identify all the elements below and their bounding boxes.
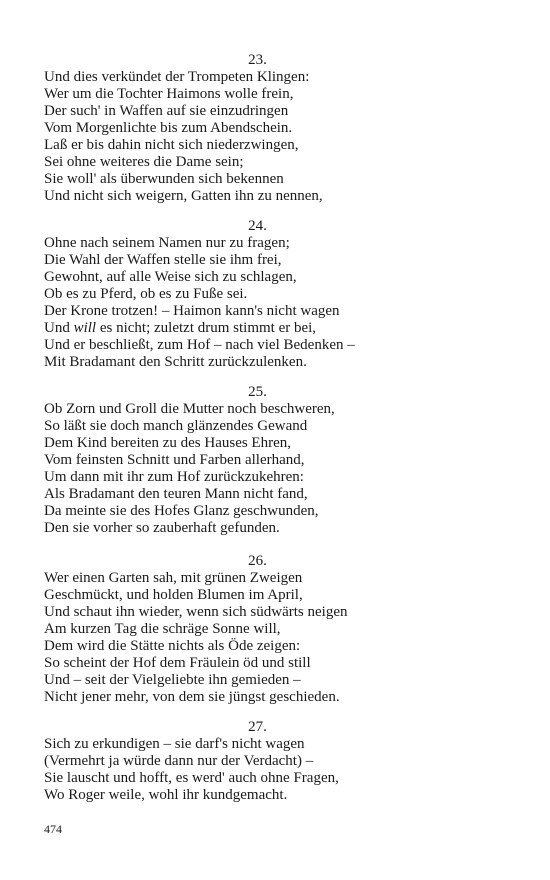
verse-line: Wer um die Tochter Haimons wolle frein, xyxy=(44,86,294,102)
verse-line: Der such' in Waffen auf sie einzudringen xyxy=(44,103,289,119)
verse-text: es nicht; zuletzt drum stimmt er bei, xyxy=(96,320,317,336)
verse-line: Mit Bradamant den Schritt zurückzulenken. xyxy=(44,354,307,370)
verse-line: Wer einen Garten sah, mit grünen Zweigen xyxy=(44,570,303,586)
verse-line: Am kurzen Tag die schräge Sonne will, xyxy=(44,621,281,637)
verse-line: Als Bradamant den teuren Mann nicht fand, xyxy=(44,486,308,502)
verse-line: Und dies verkündet der Trompeten Klingen: xyxy=(44,69,310,85)
stanza-24 xyxy=(44,218,514,371)
page-number: 474 xyxy=(44,822,62,836)
stanza-number: 26. xyxy=(248,553,267,569)
stanza-number: 25. xyxy=(248,384,267,400)
verse-line: So scheint der Hof dem Fräulein öd und still xyxy=(44,655,311,671)
verse-line: Vom Morgenlichte bis zum Abendschein. xyxy=(44,120,293,136)
verse-line: Sei ohne weiteres die Dame sein; xyxy=(44,154,244,170)
verse-line: Da meinte sie des Hofes Glanz geschwunden, xyxy=(44,503,319,519)
emphasized-word: will xyxy=(73,320,97,336)
verse-line: Sie woll' als überwunden sich bekennen xyxy=(44,171,284,187)
verse-line: Vom feinsten Schnitt und Farben allerhand, xyxy=(44,452,305,468)
stanza-25 xyxy=(44,384,514,537)
verse-line: Und er beschließt, zum Hof – nach viel Bedenken – xyxy=(44,337,355,353)
verse-line: Um dann mit ihr zum Hof zurückzukehren: xyxy=(44,469,304,485)
verse-line: Gewohnt, auf alle Weise sich zu schlagen, xyxy=(44,269,297,285)
verse-line: Und nicht sich weigern, Gatten ihn zu nennen, xyxy=(44,188,323,204)
verse-line: Der Krone trotzen! – Haimon kann's nicht wagen xyxy=(44,303,340,319)
verse-text: Und xyxy=(44,320,74,336)
stanza-23 xyxy=(44,52,514,205)
verse-line-emphasis xyxy=(44,320,514,337)
verse-line: Ohne nach seinem Namen nur zu fragen; xyxy=(44,235,290,251)
verse-line: Die Wahl der Waffen stelle sie ihm frei, xyxy=(44,252,282,268)
verse-line: Ob es zu Pferd, ob es zu Fuße sei. xyxy=(44,286,248,302)
verse-line: Und schaut ihn wieder, wenn sich südwärts neigen xyxy=(44,604,348,620)
verse-line: Wo Roger weile, wohl ihr kundgemacht. xyxy=(44,787,288,803)
stanza-27 xyxy=(44,719,514,804)
verse-line: Nicht jener mehr, von dem sie jüngst geschieden. xyxy=(44,689,340,705)
verse-line: Laß er bis dahin nicht sich niederzwingen, xyxy=(44,137,299,153)
verse-line: So läßt sie doch manch glänzendes Gewand xyxy=(44,418,308,434)
verse-line: Sie lauscht und hofft, es werd' auch ohne Fragen, xyxy=(44,770,339,786)
verse-line: Ob Zorn und Groll die Mutter noch beschweren, xyxy=(44,401,335,417)
verse-line: Dem wird die Stätte nichts als Öde zeigen: xyxy=(44,638,301,654)
verse-line: Sich zu erkundigen – sie darf's nicht wagen xyxy=(44,736,305,752)
verse-line: Dem Kind bereiten zu des Hauses Ehren, xyxy=(44,435,292,451)
stanza-number: 24. xyxy=(248,218,267,234)
stanza-number: 23. xyxy=(248,52,267,68)
stanza-26 xyxy=(44,553,514,706)
stanza-number: 27. xyxy=(248,719,267,735)
verse-line: (Vermehrt ja würde dann nur der Verdacht) – xyxy=(44,753,314,769)
verse-line: Geschmückt, und holden Blumen im April, xyxy=(44,587,303,603)
verse-line: Den sie vorher so zauberhaft gefunden. xyxy=(44,520,280,536)
verse-line: Und – seit der Vielgeliebte ihn gemieden – xyxy=(44,672,301,688)
